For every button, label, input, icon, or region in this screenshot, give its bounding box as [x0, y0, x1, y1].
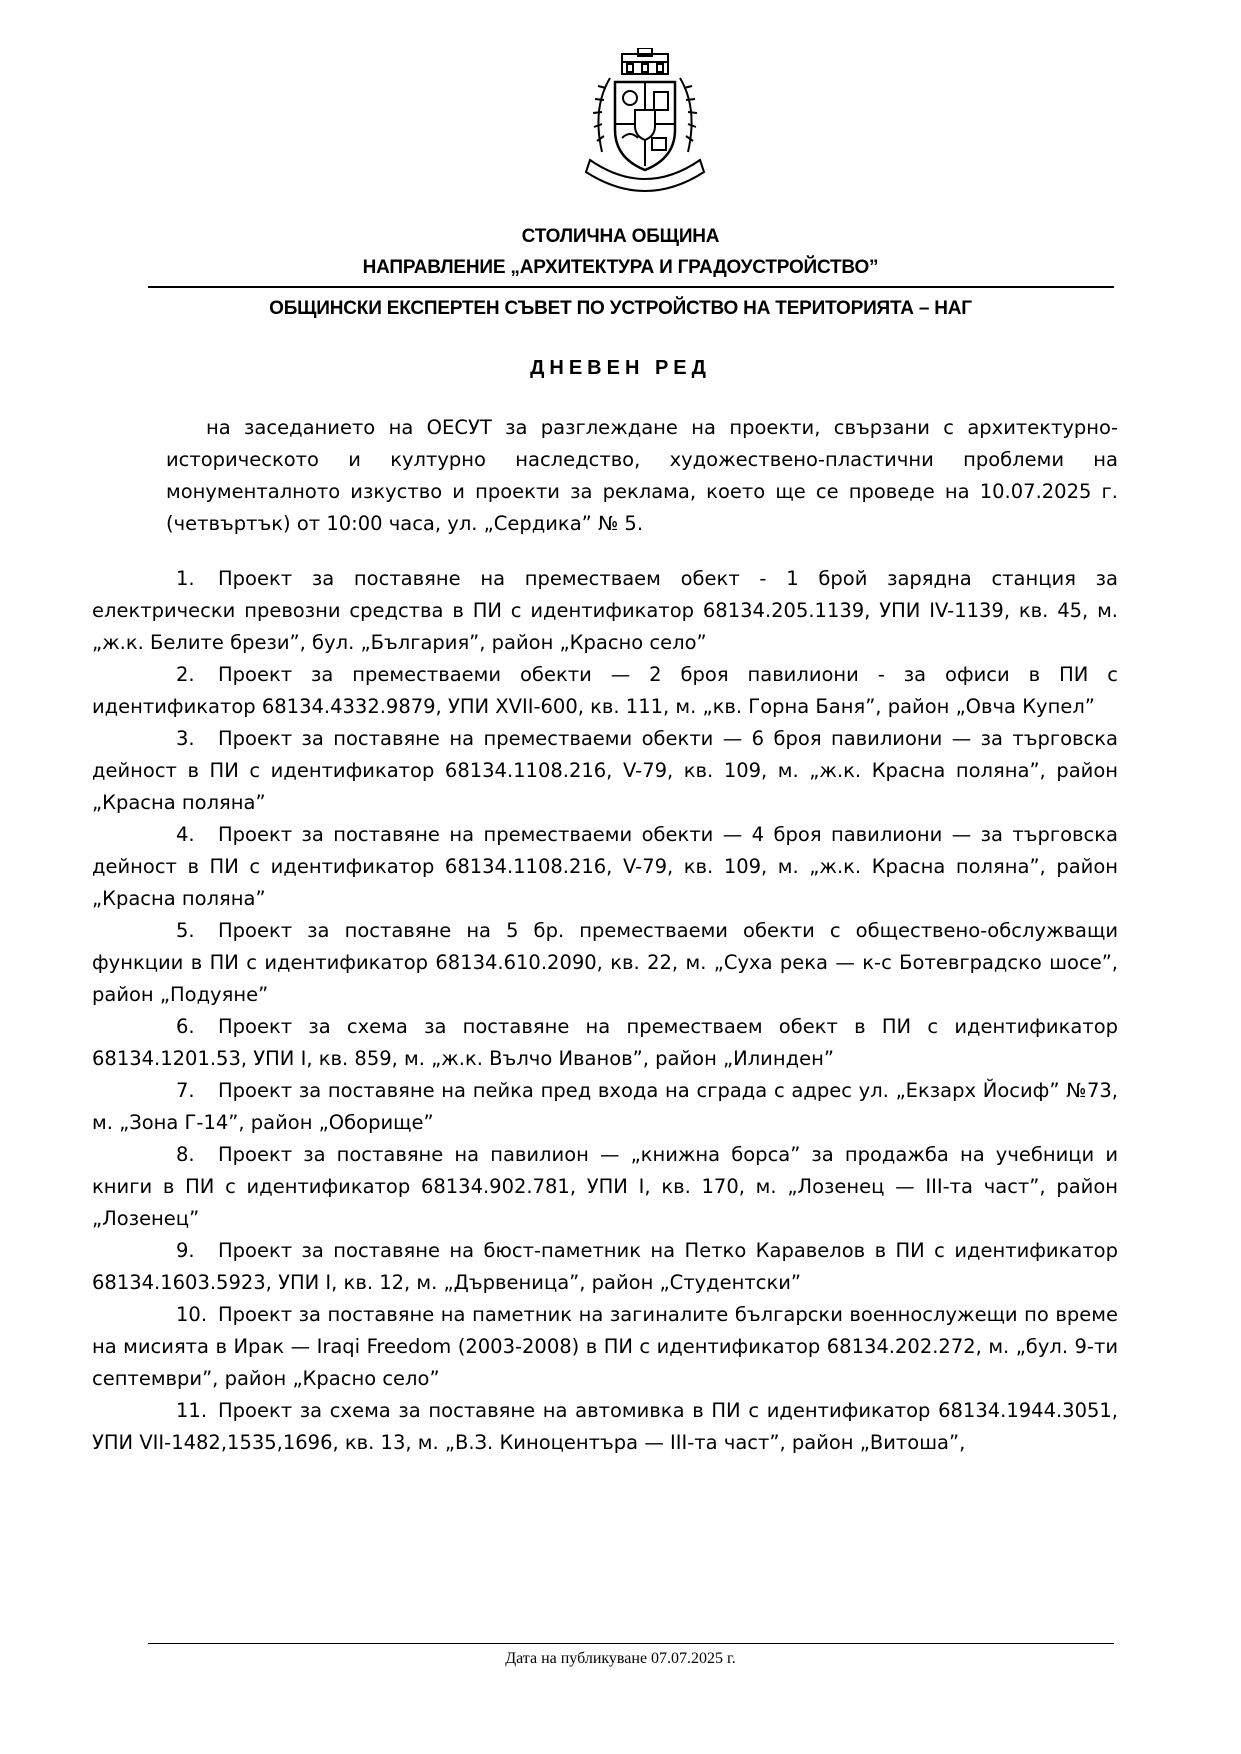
- item-text: Проект за поставяне на преместваеми обекти — 4 броя павилиони — за търговска дейност в ПИ с идентификатор 68134.1108.216, V-79, кв. 109, м. „ж.к. Красна поляна”, район „Красна поляна”: [92, 823, 1118, 910]
- list-item: [92, 1235, 1118, 1299]
- item-number: 2.: [176, 663, 195, 686]
- list-item: [92, 1011, 1118, 1075]
- item-text: Проект за преместваеми обекти — 2 броя павилиони - за офиси в ПИ с идентификатор 68134.4332.9879, УПИ XVII-600, кв. 111, м. „кв. Горна Баня”, район „Овча Купел”: [92, 663, 1118, 718]
- header-divider: [148, 286, 1114, 288]
- list-item: [92, 1075, 1118, 1139]
- department-name: НАПРАВЛЕНИЕ „АРХИТЕКТУРА И ГРАДОУСТРОЙСТВО”: [362, 257, 879, 278]
- item-text: Проект за поставяне на преместваеми обекти — 6 броя павилиони — за търговска дейност в ПИ с идентификатор 68134.1108.216, V-79, кв. 109, м. „ж.к. Красна поляна”, район „Красна поляна”: [92, 727, 1118, 814]
- item-text: Проект за схема за поставяне на преместваем обект в ПИ с идентификатор 68134.1201.53, УПИ I, кв. 859, м. „ж.к. Вълчо Иванов”, район „Илинден”: [92, 1015, 1118, 1070]
- list-item: [92, 915, 1118, 1011]
- publication-date: Дата на публикуване 07.07.2025 г.: [505, 1650, 736, 1667]
- item-number: 9.: [176, 1239, 195, 1262]
- item-text: Проект за поставяне на преместваем обект - 1 брой зарядна станция за електрически превозни средства в ПИ с идентификатор 68134.205.1139, УПИ IV-1139, кв. 45, м. „ж.к. Белите брези”, бул. „България”, район „Красно село”: [92, 567, 1118, 654]
- list-item: [92, 563, 1118, 659]
- item-text: Проект за поставяне на павилион — „книжна борса” за продажба на учебници и книги в ПИ с идентификатор 68134.902.781, УПИ I, кв. 170, м. „Лозенец — III-та част”, район „Лозенец”: [92, 1143, 1118, 1230]
- item-number: 3.: [176, 727, 195, 750]
- item-text: Проект за поставяне на 5 бр. преместваеми обекти с обществено-обслужващи функции в ПИ с идентификатор 68134.610.2090, кв. 22, м. „Суха река — к-с Ботевградско шосе”, район „Подуяне”: [92, 919, 1118, 1006]
- item-number: 6.: [176, 1015, 195, 1038]
- list-item: [92, 659, 1118, 723]
- item-number: 7.: [176, 1079, 195, 1102]
- page-title: ДНЕВЕН РЕД: [530, 357, 711, 379]
- council-name: ОБЩИНСКИ ЕКСПЕРТЕН СЪВЕТ ПО УСТРОЙСТВО НА ТЕРИТОРИЯТА – НАГ: [269, 298, 972, 319]
- list-item: [92, 723, 1118, 819]
- footer-divider: [148, 1643, 1114, 1644]
- item-number: 10.: [176, 1303, 208, 1326]
- item-text: Проект за схема за поставяне на автомивка в ПИ с идентификатор 68134.1944.3051, УПИ VII-1482,1535,1696, кв. 13, м. „В.З. Киноцентъра — III-та част”, район „Витоша”,: [92, 1399, 1118, 1454]
- institution-name: СТОЛИЧНА ОБЩИНА: [521, 226, 720, 247]
- list-item: [92, 1139, 1118, 1235]
- item-text: Проект за поставяне на паметник на загиналите български военнослужещи по време на мисията в Ирак — Iraqi Freedom (2003-2008) в ПИ с идентификатор 68134.202.272, м. „бул. 9-ти септември”, район „Красно село”: [92, 1303, 1118, 1390]
- item-number: 5.: [176, 919, 195, 942]
- agenda-list: [92, 563, 1118, 1459]
- item-number: 4.: [176, 823, 195, 846]
- item-number: 1.: [176, 567, 195, 590]
- item-text: Проект за поставяне на пейка пред входа на сграда с адрес ул. „Екзарх Йосиф” №73, м. „Зона Г-14”, район „Оборище”: [92, 1079, 1118, 1134]
- item-number: 8.: [176, 1143, 195, 1166]
- item-number: 11.: [176, 1399, 208, 1422]
- list-item: [92, 1395, 1118, 1459]
- list-item: [92, 1299, 1118, 1395]
- list-item: [92, 819, 1118, 915]
- intro-paragraph: на заседанието на ОЕСУТ за разглеждане на проекти, свързани с архитектурно-историческото и културно наследство, художествено-пластични проблеми на монументалното изкуство и проекти за реклама, което ще се проведе на 10.07.2025 г. (четвъртък) от 10:00 часа, ул. „Сердика” № 5.: [166, 416, 1118, 535]
- sofia-coat-of-arms-icon: [580, 48, 710, 196]
- item-text: Проект за поставяне на бюст-паметник на Петко Каравелов в ПИ с идентификатор 68134.1603.5923, УПИ I, кв. 12, м. „Дървеница”, район „Студентски”: [92, 1239, 1118, 1294]
